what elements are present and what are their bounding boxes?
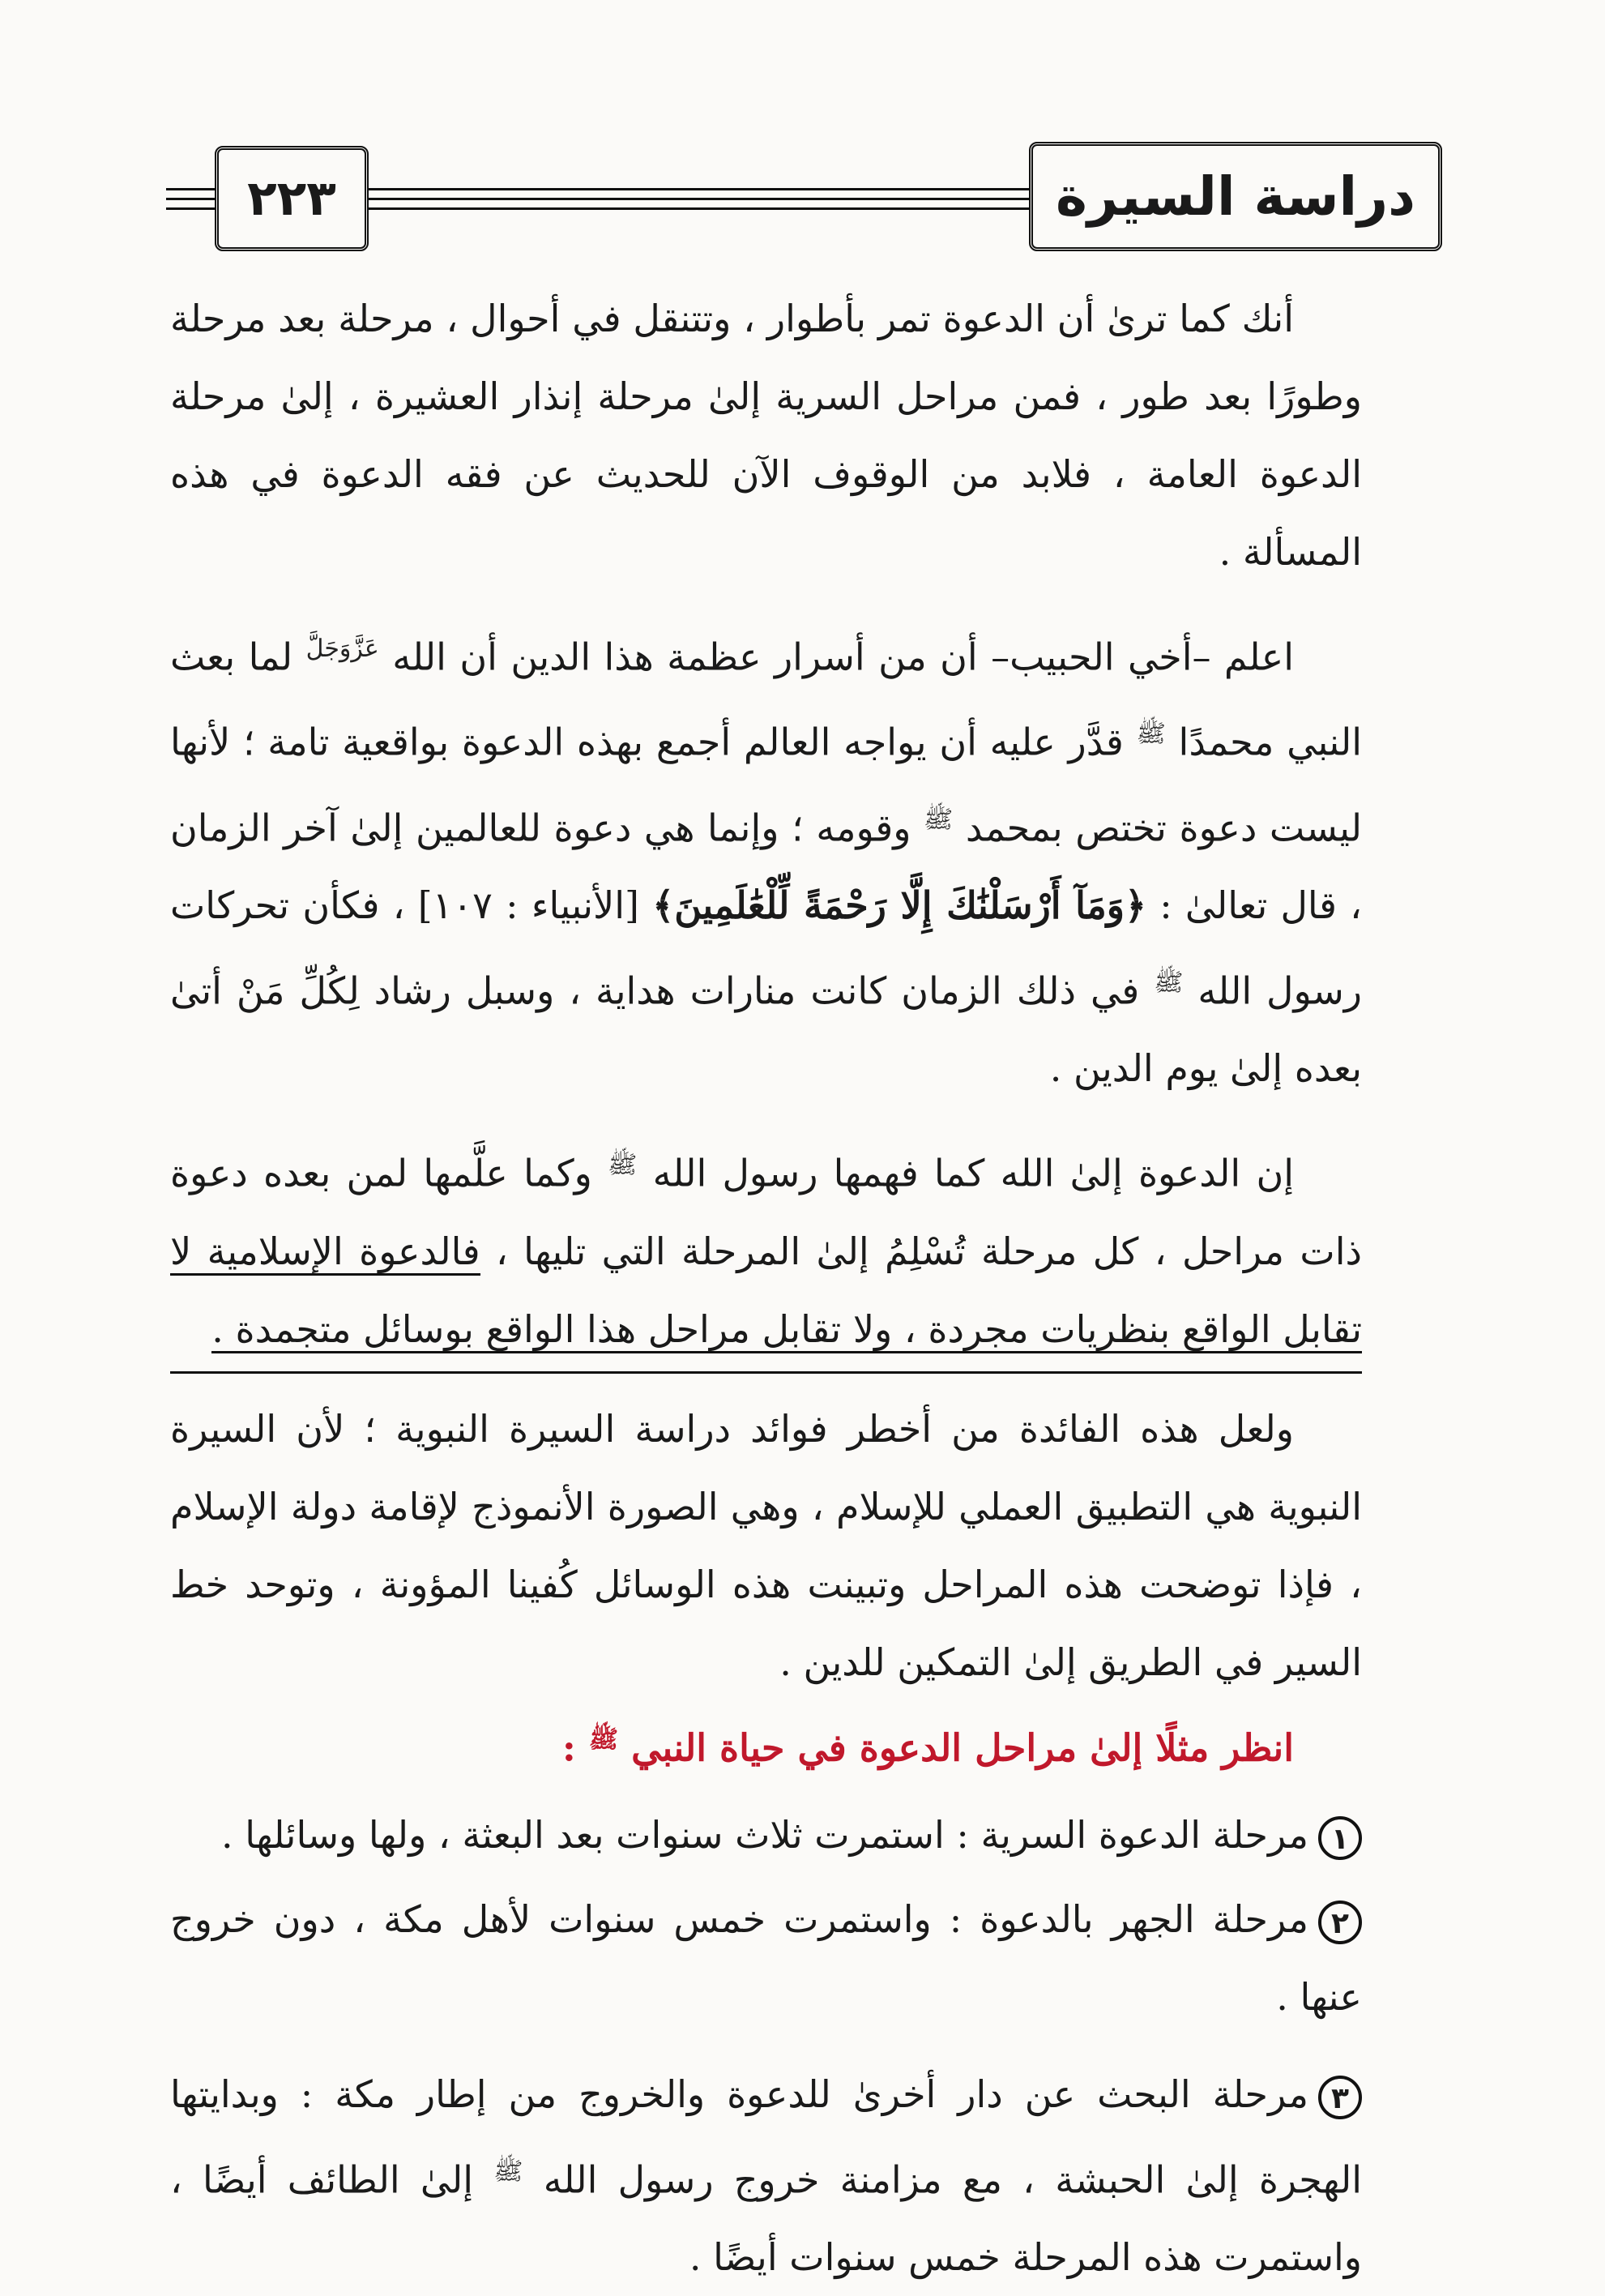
salawat-glyph: ﷺ — [924, 805, 954, 834]
item-number-circle: ٣ — [1318, 2076, 1362, 2119]
text-run: لما بعث النبي محمدًا — [170, 635, 1363, 764]
text-run: وقومه ؛ وإنما هي دعوة للعالمين إلىٰ آخر الزمان ، قال تعالىٰ : — [170, 805, 1363, 927]
paragraph-1: أنك كما ترىٰ أن الدعوة تمر بأطوار ، وتتنقل في أحوال ، مرحلة بعد مرحلة وطورًا بعد طور ، فمن مراحل السرية إلىٰ مرحلة إنذار العشيرة ، إلىٰ مرحلة الدعوة العامة ، فلابد من الوقوف الآن للحديث عن فقه الدعوة في هذه المسألة . — [170, 297, 1362, 574]
page-header — [166, 146, 1442, 251]
text-run: قدَّر عليه أن يواجه العالم أجمع بهذه الدعوة بواقعية تامة ؛ لأنها ليست دعوة تختص بمحمد — [170, 720, 1362, 849]
list-item — [170, 1880, 1362, 2036]
section-heading — [170, 1701, 1362, 1786]
item-text: إلىٰ الطائف أيضًا ، واستمرت هذه المرحلة خمس سنوات أيضًا . — [170, 2157, 1362, 2280]
page-number: ٢٢٣ — [247, 170, 336, 227]
item-number-circle: ٢ — [1318, 1901, 1362, 1944]
salawat-glyph: ﷺ — [608, 1151, 638, 1180]
page-body — [170, 280, 1362, 2296]
item-number-circle: ١ — [1318, 1816, 1362, 1860]
salawat-glyph: ﷺ — [1136, 720, 1166, 749]
item-text: مرحلة البحث عن دار أخرىٰ للدعوة والخروج من إطار مكة : وبدايتها الهجرة إلىٰ الحبشة ، مع مزامنة خروج رسول الله — [170, 2072, 1362, 2202]
quran-verse: ﴿وَمَآ أَرْسَلْنَٰكَ إِلَّا رَحْمَةً لِّلْعَٰلَمِينَ﴾ — [652, 883, 1146, 927]
running-title-frame — [1029, 142, 1442, 251]
paragraph-4: ولعل هذه الفائدة من أخطر فوائد دراسة السيرة النبوية ؛ لأن السيرة النبوية هي التطبيق العملي للإسلام ، وهي الصورة الأنموذج لإقامة دولة الإسلام ، فإذا توضحت هذه المراحل وتبينت هذه الوسائل كُفينا المؤونة ، وتوحد خط السير في الطريق إلىٰ التمكين للدين . — [170, 1406, 1362, 1684]
underline-rule — [170, 1371, 1362, 1374]
salawat-glyph: ﷺ — [493, 2157, 523, 2186]
salawat-glyph: ﷺ — [588, 1725, 619, 1754]
heading-colon: : — [561, 1725, 576, 1769]
page-number-frame — [215, 146, 369, 251]
salawat-glyph: ﷺ — [1154, 968, 1184, 997]
honorific-glyph: عَزَّوَجَلَّ — [305, 635, 379, 663]
text-run: في ذلك الزمان كانت منارات هداية ، وسبل رشاد لِكُلِّ مَنْ أتىٰ بعده إلىٰ يوم الدين . — [170, 968, 1362, 1091]
list-item — [170, 1796, 1362, 1874]
text-run: وكما علَّمها لمن بعده دعوة ذات مراحل ، كل مرحلة تُسْلِمُ إلىٰ المرحلة التي تليها ، — [170, 1151, 1362, 1273]
underlined-statement: فالدعوة الإسلامية لا تقابل الواقع بنظريات مجردة ، ولا تقابل مراحل هذا الواقع بوسائل متجمدة . — [170, 1229, 1362, 1353]
paragraph-2 — [170, 610, 1362, 1107]
heading-text: انظر مثلًا إلىٰ مراحل الدعوة في حياة النبي — [631, 1725, 1294, 1769]
running-title: دراسة السيرة — [1056, 165, 1415, 228]
text-run: اعلم –أخي الحبيب– أن من أسرار عظمة هذا الدين أن الله — [392, 635, 1294, 679]
item-text: مرحلة الدعوة السرية : استمرت ثلاث سنوات بعد البعثة ، ولها وسائلها . — [220, 1812, 1308, 1857]
item-text: مرحلة الجهر بالدعوة : واستمرت خمس سنوات لأهل مكة ، دون خروج عنها . — [170, 1896, 1362, 2019]
list-item — [170, 2055, 1362, 2296]
text-run: إن الدعوة إلىٰ الله كما فهمها رسول الله — [652, 1151, 1295, 1195]
paragraph-3 — [170, 1127, 1362, 1367]
verse-citation: [الأنبياء : ١٠٧] ، فكأن تحركات رسول الله — [170, 883, 1362, 1013]
